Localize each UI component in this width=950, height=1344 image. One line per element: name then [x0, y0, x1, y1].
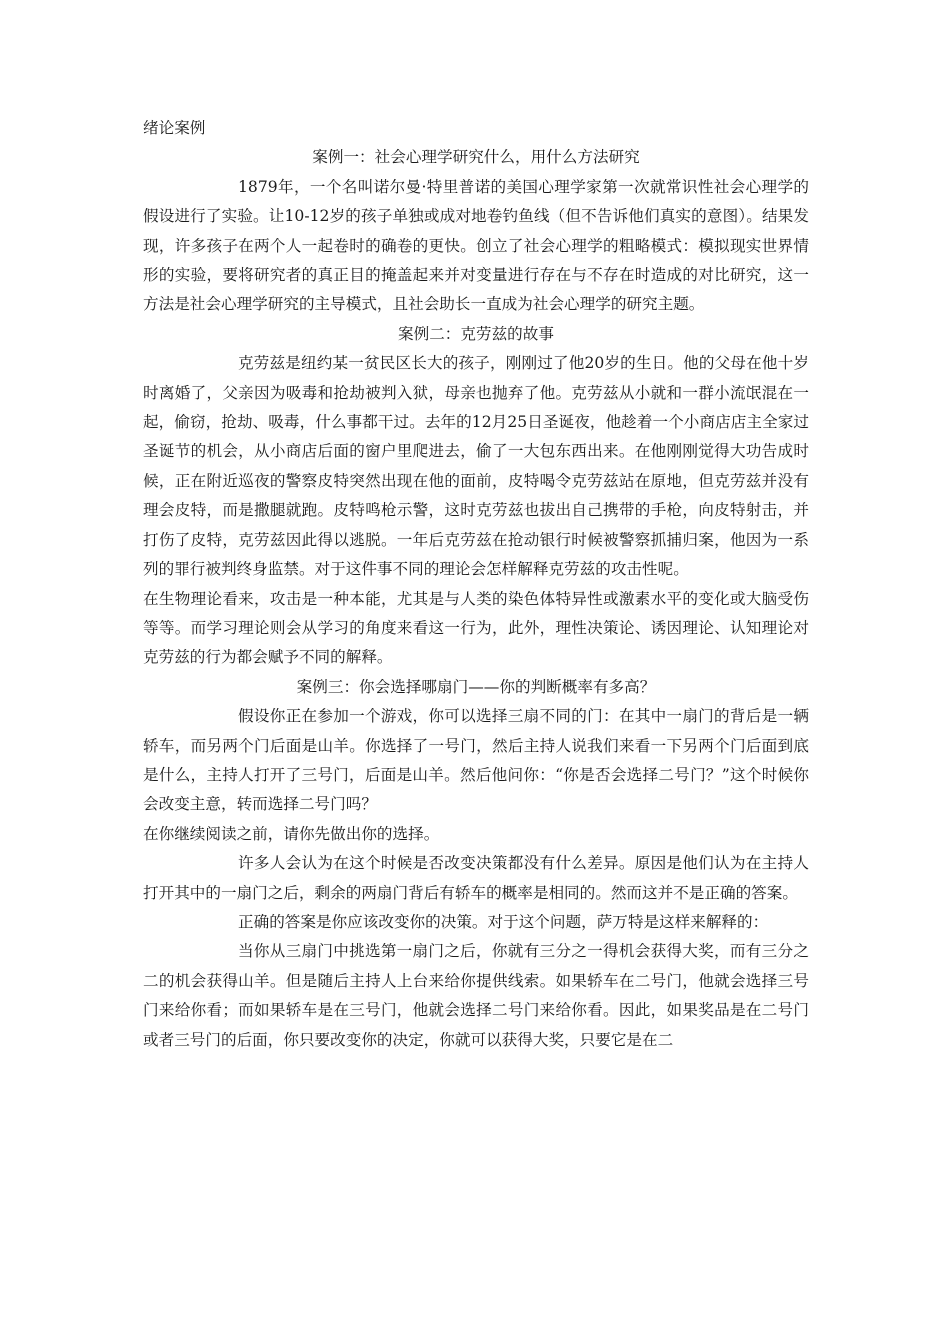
case2-theory-paragraph: 在生物理论看来，攻击是一种本能，尤其是与人类的染色体特异性或激素水平的变化或大脑受伤等等。而学习理论则会从学习的角度来看这一行为，此外，理性决策论、诱因理论、认知理论对克劳兹的行为都会赋予不同的解释。: [143, 589, 809, 667]
case1-paragraph: 1879年，一个名叫诺尔曼·特里普诺的美国心理学家第一次就常识性社会心理学的假设进行了实验。让10-12岁的孩子单独或成对地卷钓鱼线（但不告诉他们真实的意图）。结果发现，许多孩子在两个人一起卷时的确卷的更快。创立了社会心理学的粗略模式：模拟现实世界情形的实验，要将研究者的真正目的掩盖起来并对变量进行存在与不存在时造成的对比研究，这一方法是社会心理学研究的主导模式，且社会助长一直成为社会心理学的研究主题。: [143, 177, 809, 314]
case1-title: 案例一：社会心理学研究什么，用什么方法研究: [312, 148, 640, 167]
case2-paragraph: 克劳兹是纽约某一贫民区长大的孩子，刚刚过了他20岁的生日。他的父母在他十岁时离婚了，父亲因为吸毒和抢劫被判入狱，母亲也抛弃了他。克劳兹从小就和一群小流氓混在一起，偷窃，抢劫、吸毒，什么事都干过。去年的12月25日圣诞夜，他趁着一个小商店店主全家过圣诞节的机会，从小商店后面的窗户里爬进去，偷了一大包东西出来。在他刚刚觉得大功告成时候，正在附近巡夜的警察皮特突然出现在他的面前，皮特喝令克劳兹站在原地，但克劳兹并没有理会皮特，而是撒腿就跑。皮特鸣枪示警，这时克劳兹也拔出自己携带的手枪，向皮特射击，并打伤了皮特，克劳兹因此得以逃脱。一年后克劳兹在抢动银行时候被警察抓捕归案，他因为一系列的罪行被判终身监禁。对于这件事不同的理论会怎样解释克劳兹的攻击性呢。: [143, 354, 809, 579]
case2-title: 案例二：克劳兹的故事: [398, 324, 554, 343]
document-body: [143, 114, 809, 1055]
document-heading: 绪论案例: [143, 119, 206, 137]
case3-paragraph-explanation: 当你从三扇门中挑选第一扇门之后，你就有三分之一得机会获得大奖，而有三分之二的机会获得山羊。但是随后主持人上台来给你提供线索。如果轿车在二号门，他就会选择三号门来给你看；而如果轿车是在三号门，他就会选择二号门来给你看。因此，如果奖品是在二号门或者三号门的后面，你只要改变你的决定，你就可以获得大奖，只要它是在二: [143, 942, 809, 1049]
case3-paragraph-setup: 假设你正在参加一个游戏，你可以选择三扇不同的门：在其中一扇门的背后是一辆轿车，而另两个门后面是山羊。你选择了一号门，然后主持人说我们来看一下另两个门后面到底是什么，主持人打开了三号门，后面是山羊。然后他问你：“你是否会选择二号门？”这个时候你会改变主意，转而选择二号门吗？: [143, 707, 809, 814]
case3-paragraph-answer: 正确的答案是你应该改变你的决策。对于这个问题，萨万特是这样来解释的：: [238, 912, 769, 931]
case3-title: 案例三：你会选择哪扇门——你的判断概率有多高？: [296, 677, 656, 696]
case3-paragraph-misconception: 许多人会认为在这个时候是否改变决策都没有什么差异。原因是他们认为在主持人打开其中的一扇门之后，剩余的两扇门背后有轿车的概率是相同的。然而这并不是正确的答案。: [143, 854, 809, 902]
case3-prompt-paragraph: 在你继续阅读之前，请你先做出你的选择。: [143, 824, 440, 843]
